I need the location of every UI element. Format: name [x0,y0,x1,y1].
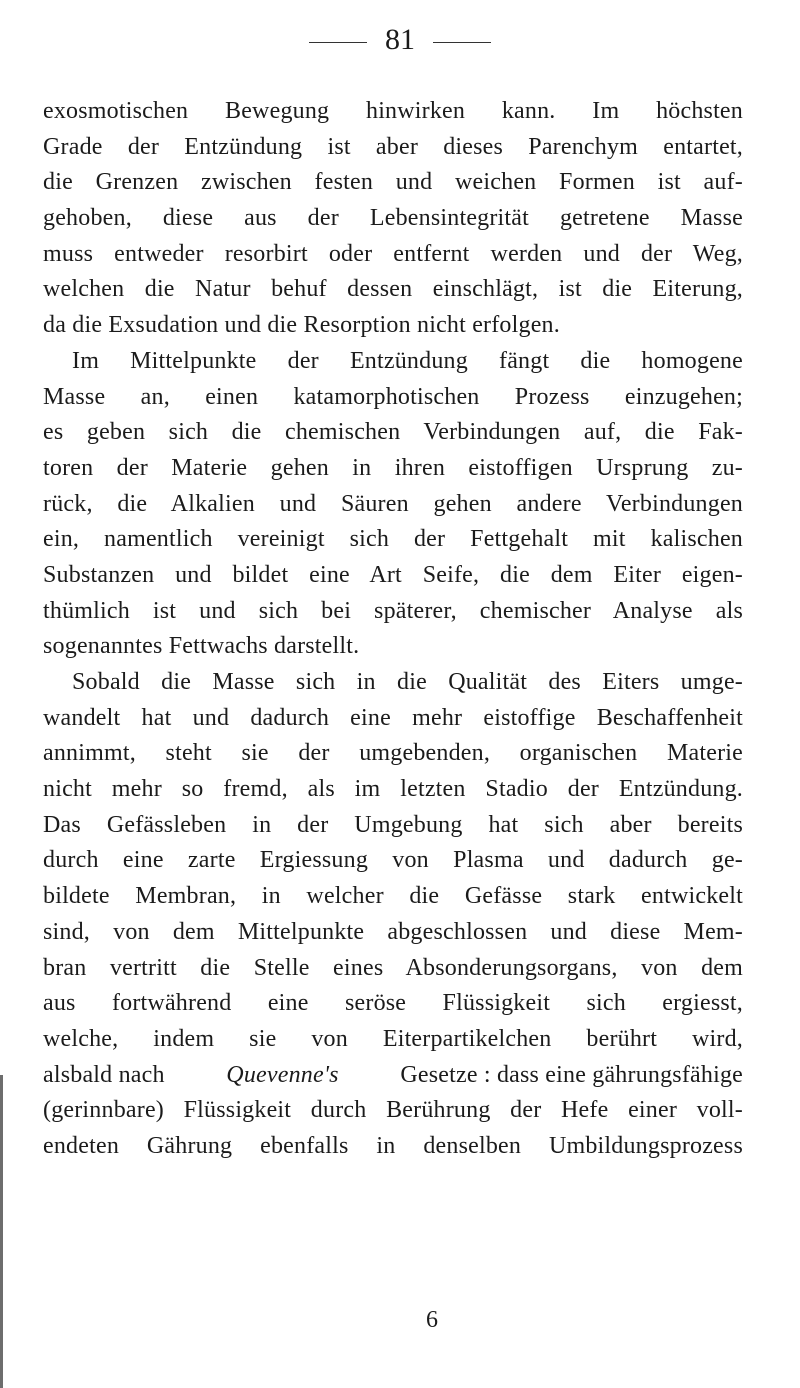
text-line: aus fortwährend eine seröse Flüssigkeit sich ergiesst, [43,990,743,1017]
text-line: Grade der Entzündung ist aber dieses Parenchym entartet, [43,133,743,160]
cited-author: Quevenne's [226,1061,339,1088]
text-line: sind, von dem Mittelpunkte abgeschlossen und diese Mem- [43,918,743,945]
text-fragment: Gesetze : dass eine gährungsfähige [400,1061,743,1088]
text-line: annimmt, steht sie der umgebenden, organischen Materie [43,740,743,767]
text-line: Sobald die Masse sich in die Qualität des Eiters umge- [72,669,743,695]
text-line: gehoben, diese aus der Lebensintegrität getretene Masse [43,205,743,232]
text-line: (gerinnbare) Flüssigkeit durch Berührung der Hefe einer voll- [43,1097,743,1124]
text-line: muss entweder resorbirt oder entfernt werden und der Weg, [43,240,743,267]
text-line: toren der Materie gehen in ihren eistoffigen Ursprung zu- [43,454,743,481]
text-line: thümlich ist und sich bei späterer, chemischer Analyse als [43,597,743,624]
header-rule-right [433,42,491,43]
page-edge-shadow [0,1075,3,1388]
text-line: die Grenzen zwischen festen und weichen Formen ist auf- [43,169,743,196]
text-line: sogenanntes Fettwachs darstellt. [43,633,360,660]
text-line: es geben sich die chemischen Verbindungen auf, die Fak- [43,419,743,446]
header-rule-left [309,42,367,43]
text-line: exosmotischen Bewegung hinwirken kann. Im höchsten [43,98,743,124]
text-line: nicht mehr so fremd, als im letzten Stadio der Entzündung. [43,776,743,803]
text-line: welchen die Natur behuf dessen einschlägt, ist die Eiterung, [43,276,743,303]
page-number: 81 [385,23,415,56]
text-line: ein, namentlich vereinigt sich der Fettgehalt mit kalischen [43,526,743,553]
text-fragment: alsbald nach [43,1061,165,1088]
text-line-with-citation [43,1058,743,1094]
text-line: durch eine zarte Ergiessung von Plasma und dadurch ge- [43,847,743,874]
page-header [0,20,800,60]
text-line: bildete Membran, in welcher die Gefässe stark entwickelt [43,883,743,910]
text-line: Im Mittelpunkte der Entzündung fängt die homogene [72,347,743,374]
signature-mark: 6 [426,1307,438,1333]
text-line: da die Exsudation und die Resorption nicht erfolgen. [43,312,560,339]
text-line: Substanzen und bildet eine Art Seife, die dem Eiter eigen- [43,561,743,588]
text-line: bran vertritt die Stelle eines Absonderungsorgans, von dem [43,954,743,981]
text-line: welche, indem sie von Eiterpartikelchen berührt wird, [43,1025,743,1052]
text-line: endeten Gährung ebenfalls in denselben Umbildungsprozess [43,1132,743,1159]
text-line: Masse an, einen katamorphotischen Prozess einzugehen; [43,383,743,410]
text-line: Das Gefässleben in der Umgebung hat sich aber bereits [43,811,743,838]
text-line: rück, die Alkalien und Säuren gehen andere Verbindungen [43,490,743,517]
body-text [43,94,743,1165]
text-line: wandelt hat und dadurch eine mehr eistoffige Beschaffenheit [43,704,743,731]
